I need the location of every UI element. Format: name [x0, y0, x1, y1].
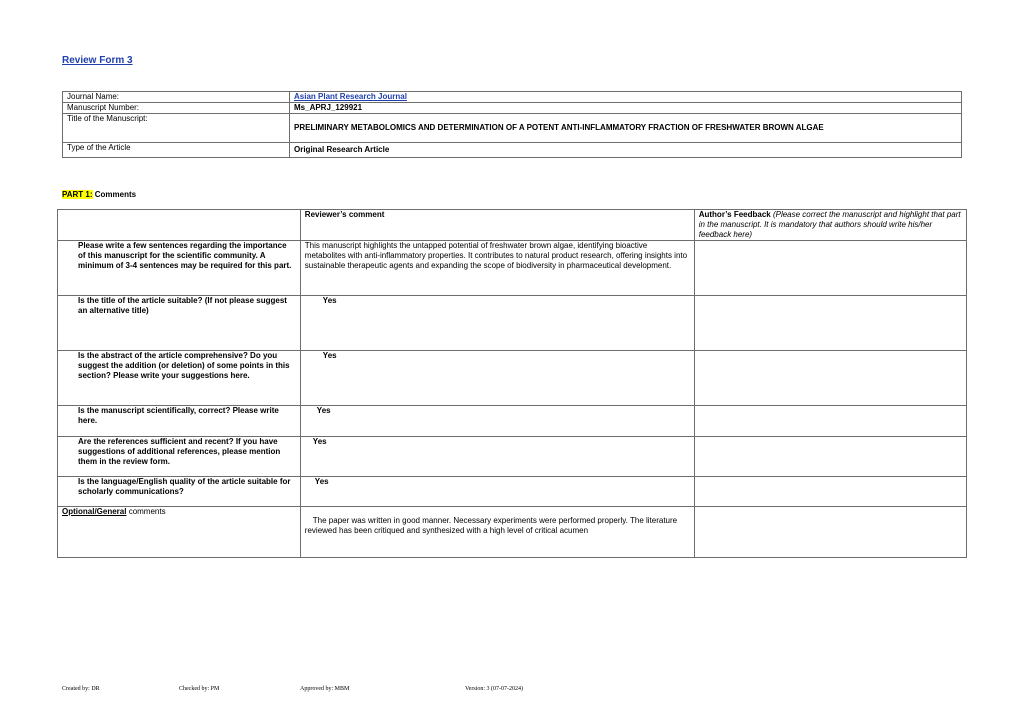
table-row — [58, 477, 967, 507]
question-references: Are the references sufficient and recent? If you have suggestions of additional references, please mention them in the review form. — [58, 437, 301, 477]
journal-name-label: Journal Name: — [63, 92, 290, 103]
article-type-label: Type of the Article — [63, 143, 290, 158]
journal-name-row — [63, 92, 962, 103]
comments-header-row — [58, 210, 967, 241]
answer-importance: This manuscript highlights the untapped potential of freshwater brown algae, identifying bioactive metabolites with anti-inflammatory properties. It contributes to natural product research, offering insights into sustainable therapeutic agents and expanding the scope of biodiversity in pharmaceutical development. — [300, 241, 694, 296]
answer-abstract: Yes — [322, 351, 337, 360]
footer-approved-by: Approved by: MBM — [300, 686, 350, 692]
reviewer-comment-header: Reviewer’s comment — [300, 210, 694, 241]
article-type-row — [63, 143, 962, 158]
form-title: Review Form 3 — [62, 55, 133, 66]
table-row — [58, 437, 967, 477]
answer-language: Yes — [314, 477, 329, 486]
part1-label: PART 1: — [62, 190, 93, 199]
manuscript-info-table — [62, 91, 962, 158]
question-importance: Please write a few sentences regarding the importance of this manuscript for the scientific community. A minimum of 3-4 sentences may be required for this part. — [58, 241, 301, 296]
manuscript-title-label: Title of the Manuscript: — [63, 114, 290, 143]
optional-comments-label — [58, 507, 301, 558]
question-abstract: Is the abstract of the article comprehensive? Do you suggest the addition (or deletion) of some points in this section? Please write your suggestions here. — [58, 351, 301, 406]
table-row — [58, 296, 967, 351]
optional-comments-row — [58, 507, 967, 558]
author-feedback-header-title: Author’s Feedback — [698, 210, 771, 219]
journal-name-link[interactable]: Asian Plant Research Journal — [294, 92, 407, 101]
author-feedback-cell[interactable] — [694, 406, 966, 437]
header-empty-cell — [58, 210, 301, 241]
author-feedback-cell[interactable] — [694, 507, 966, 558]
author-feedback-cell[interactable] — [694, 477, 966, 507]
table-row — [58, 241, 967, 296]
question-scientific: Is the manuscript scientifically, correct? Please write here. — [58, 406, 301, 437]
question-language: Is the language/English quality of the article suitable for scholarly communications? — [58, 477, 301, 507]
part1-title: Comments — [92, 190, 137, 199]
author-feedback-cell[interactable] — [694, 241, 966, 296]
footer-checked-by: Checked by: PM — [179, 686, 220, 692]
table-row — [58, 351, 967, 406]
part1-heading — [62, 190, 136, 199]
author-feedback-cell[interactable] — [694, 351, 966, 406]
author-feedback-cell[interactable] — [694, 296, 966, 351]
optional-comments-suffix: comments — [126, 507, 166, 516]
answer-title: Yes — [322, 296, 337, 305]
footer-created-by: Created by: DR — [62, 686, 100, 692]
optional-general-label: Optional/General — [62, 507, 127, 516]
article-type-value: Original Research Article — [290, 143, 962, 158]
footer-version: Version: 3 (07-07-2024) — [465, 686, 523, 692]
manuscript-title-row — [63, 114, 962, 143]
answer-references: Yes — [312, 437, 327, 446]
question-title: Is the title of the article suitable? (If not please suggest an alternative title) — [58, 296, 301, 351]
manuscript-number-row — [63, 103, 962, 114]
table-row — [58, 406, 967, 437]
manuscript-title-value: PRELIMINARY METABOLOMICS AND DETERMINATION OF A POTENT ANTI-INFLAMMATORY FRACTION OF FRESHWATER BROWN ALGAE — [290, 114, 962, 143]
author-feedback-cell[interactable] — [694, 437, 966, 477]
manuscript-number-label: Manuscript Number: — [63, 103, 290, 114]
manuscript-number-value: Ms_APRJ_129921 — [290, 103, 962, 114]
comments-table — [57, 209, 967, 558]
answer-scientific: Yes — [316, 406, 331, 415]
optional-comments-answer: The paper was written in good manner. Necessary experiments were performed properly. The literature reviewed has been critiqued and synthesized with a high level of critical acumen — [304, 516, 678, 535]
author-feedback-header-note: (Please correct the manuscript and highlight that part in the manuscript. It is mandatory that authors should write his/her feedback here) — [698, 210, 961, 239]
author-feedback-header — [694, 210, 966, 241]
